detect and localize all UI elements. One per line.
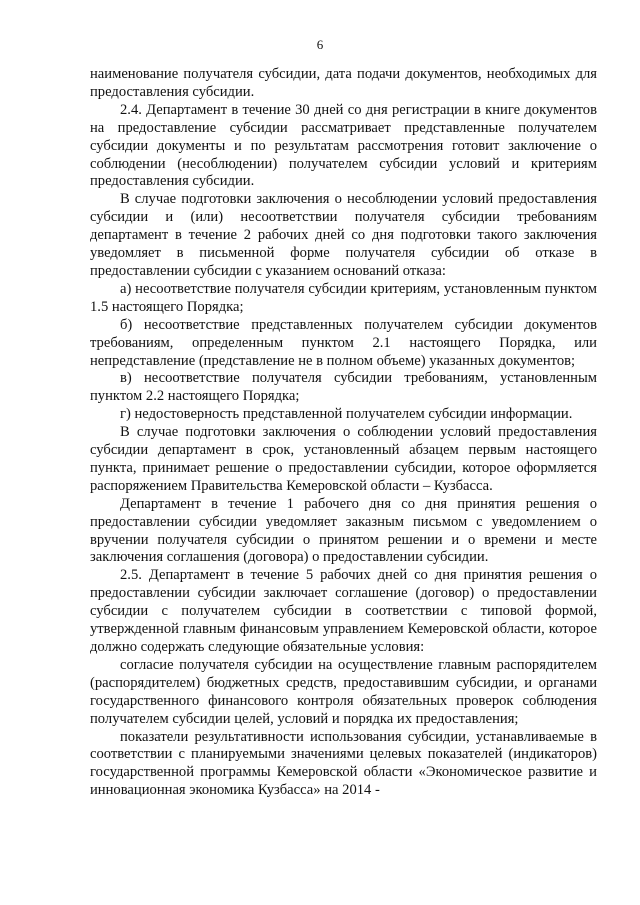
condition-consent: согласие получателя субсидии на осуществление главным распорядителем (распорядителем) бюджетных средств, предоставившим субсидии, и органами государственного финансового контроля обязательных проверок соблюдения получателем субсидии целей, условий и порядка их предоставления;	[90, 656, 597, 727]
page-number: 6	[316, 37, 324, 52]
list-item-a: а) несоответствие получателя субсидии критериям, установленным пунктом 1.5 настоящего Порядка;	[90, 280, 597, 315]
list-item-g: г) недостоверность представленной получателем субсидии информации.	[120, 406, 573, 423]
document-body	[90, 66, 597, 800]
condition-indicators: показатели результативности использования субсидии, устанавливаемые в соответствии с планируемыми значениями целевых показателей (индикаторов) государственной программы Кемеровской области «Экономическое развитие и инновационная экономика Кузбасса» на 2014 -	[90, 728, 597, 799]
list-item-v: в) несоответствие получателя субсидии требованиям, установленным пунктом 2.2 настоящего Порядка;	[90, 370, 597, 405]
paragraph-refusal-case: В случае подготовки заключения о несоблюдении условий предоставления субсидии и (или) несоответствии получателя субсидии требованиям департамент в течение 2 рабочих дней со дня подготовки такого заключения уведомляет в письменной форме получателя субсидии об отказе в предоставлении субсидии с указанием оснований отказа:	[90, 191, 597, 279]
list-item-b: б) несоответствие представленных получателем субсидии документов требованиям, определенным пунктом 2.1 настоящего Порядка, или непредставление (представление не в полном объеме) указанных документов;	[90, 316, 597, 369]
paragraph-2-4: 2.4. Департамент в течение 30 дней со дня регистрации в книге документов на предоставление субсидии рассматривает представленные получателем субсидии документы и по результатам рассмотрения готовит заключение о соблюдении (несоблюдении) получателем субсидии условий и критериям предоставления субсидии.	[90, 101, 597, 190]
paragraph-notification: Департамент в течение 1 рабочего дня со дня принятия решения о предоставлении субсидии уведомляет заказным письмом с уведомлением о вручении получателя субсидии о принятом решении и о времени и месте заключения соглашения (договора) о предоставлении субсидии.	[90, 495, 597, 566]
paragraph-2-5: 2.5. Департамент в течение 5 рабочих дней со дня принятия решения о предоставлении субсидии заключает соглашение (договор) о предоставлении субсидии с получателем субсидии в соответствии с типовой формой, утвержденной главным финансовым управлением Кемеровской области, которое должно содержать следующие обязательные условия:	[90, 567, 597, 655]
paragraph-compliance-case: В случае подготовки заключения о соблюдении условий предоставления субсидии департамент в срок, установленный абзацем первым настоящего пункта, принимает решение о предоставлении субсидии, которое оформляется распоряжением Правительства Кемеровской области – Кузбасса.	[90, 424, 597, 494]
paragraph-continuation: наименование получателя субсидии, дата подачи документов, необходимых для предоставления субсидии.	[90, 66, 597, 100]
